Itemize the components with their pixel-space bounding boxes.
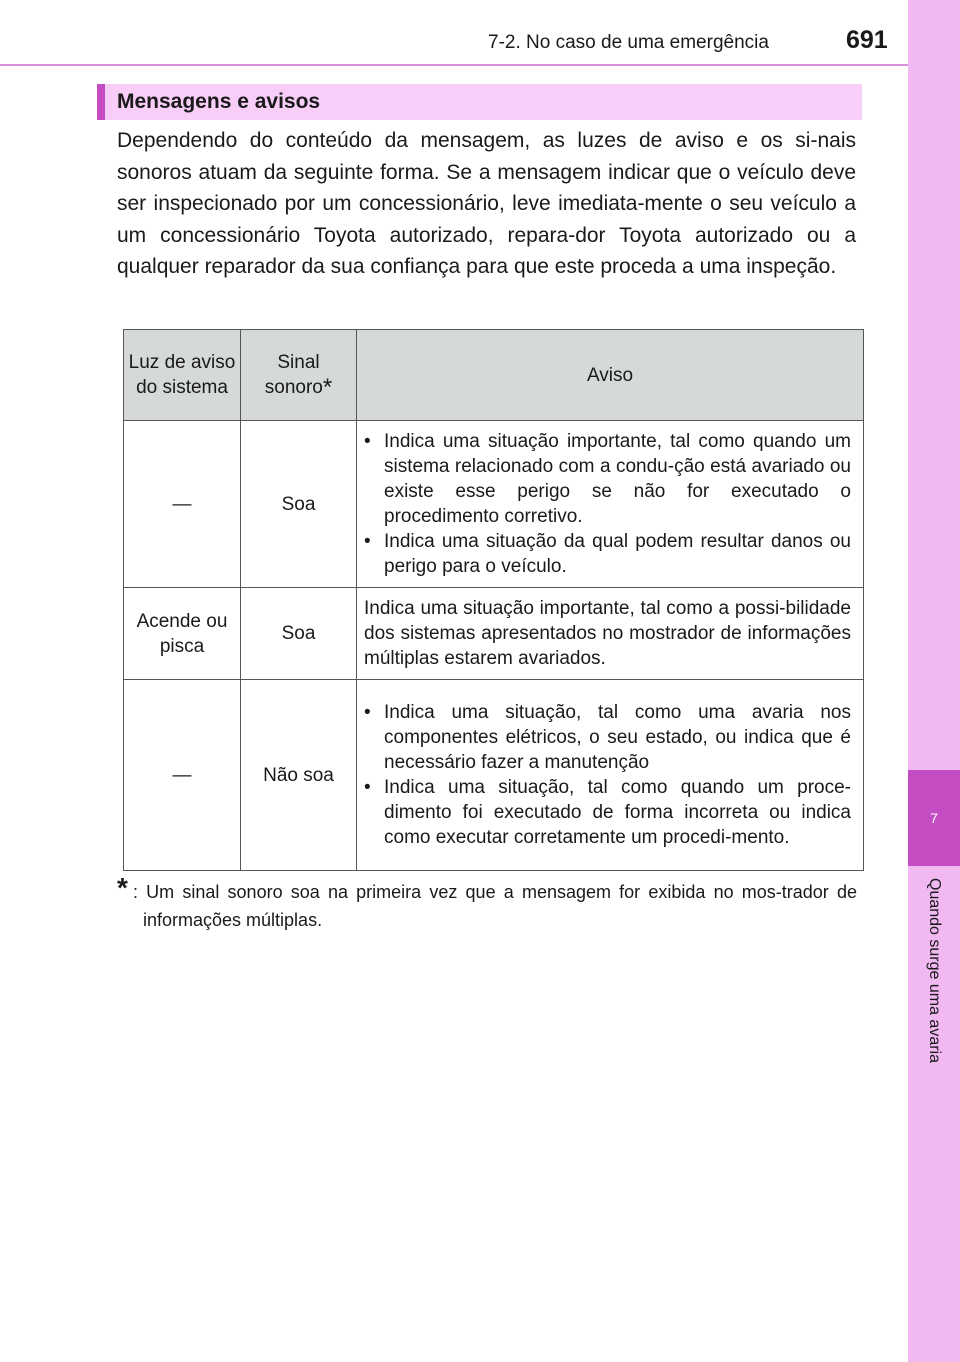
header-section-title: 7-2. No caso de uma emergência: [488, 32, 769, 53]
cell-sound: Soa: [241, 588, 357, 680]
cell-warning: [357, 421, 864, 588]
cell-light: Acende ou pisca: [124, 588, 241, 680]
chapter-number: 7: [930, 810, 938, 826]
footnote-marker: *: [117, 872, 128, 903]
warning-table: [123, 329, 864, 871]
header-warning: [357, 330, 864, 421]
header-sound: [241, 330, 357, 421]
chapter-sidebar: [908, 0, 960, 1362]
footnote-text: : Um sinal sonoro soa na primeira vez que a mensagem for exibida no mos-trador de informações múltiplas.: [133, 882, 857, 930]
table-row: [124, 680, 864, 871]
chapter-title: Quando surge uma avaria: [926, 878, 943, 1063]
bullet: •: [364, 431, 371, 452]
bullet: •: [364, 777, 371, 798]
header-sound-label: Sinal sonoro: [264, 352, 323, 398]
bullet-list: [364, 429, 851, 579]
bullet: •: [364, 531, 371, 552]
table-row: [124, 421, 864, 588]
page-number: 691: [846, 26, 888, 54]
cell-warning: Indica uma situação importante, tal como a possi-bilidade dos sistemas apresentados no mostrador de informações múltiplas estarem avariados.: [357, 588, 864, 680]
asterisk-marker: *: [322, 374, 333, 401]
chapter-title-block: [921, 878, 947, 1128]
table-row: [124, 588, 864, 680]
footnote: [117, 872, 857, 934]
list-item-text: Indica uma situação, tal como uma avaria nos componentes elétricos, o seu estado, ou indica que é necessário fazer a manutenção: [384, 702, 851, 773]
section-title-bar: [97, 84, 862, 120]
cell-sound: Não soa: [241, 680, 357, 871]
cell-light: —: [124, 680, 241, 871]
list-item: [364, 529, 851, 579]
header-warning-label: Aviso: [586, 364, 634, 386]
bullet-list: [364, 700, 851, 850]
header-light: [124, 330, 241, 421]
list-item-text: Indica uma situação importante, tal como quando um sistema relacionado com a condu-ção está avariado ou existe esse perigo se não for executado o procedimento corretivo.: [384, 431, 851, 527]
list-item-text: Indica uma situação, tal como quando um proce-dimento foi executado de forma incorreta ou indica como executar corretamente um procedi-mento.: [384, 777, 851, 848]
list-item: [364, 775, 851, 850]
list-item: [364, 700, 851, 775]
list-item-text: Indica uma situação da qual podem resultar danos ou perigo para o veículo.: [384, 531, 851, 577]
intro-paragraph: Dependendo do conteúdo da mensagem, as luzes de aviso e os si-nais sonoros atuam da seguinte forma. Se a mensagem indicar que o veículo deve ser inspecionado por um concessionário, leve imediata-mente o seu veículo a um concessionário Toyota autorizado, repara-dor Toyota autorizado ou a qualquer reparador da sua confiança para que este proceda a uma inspeção.: [117, 129, 856, 279]
cell-light: —: [124, 421, 241, 588]
header-light-label: Luz de aviso do sistema: [128, 352, 236, 398]
section-title: Mensagens e avisos: [117, 90, 321, 113]
bullet: •: [364, 702, 371, 723]
cell-sound: Soa: [241, 421, 357, 588]
cell-warning: [357, 680, 864, 871]
list-item: [364, 429, 851, 529]
table-header-row: [124, 330, 864, 421]
chapter-tab: [908, 770, 960, 866]
header-divider: [0, 64, 908, 66]
